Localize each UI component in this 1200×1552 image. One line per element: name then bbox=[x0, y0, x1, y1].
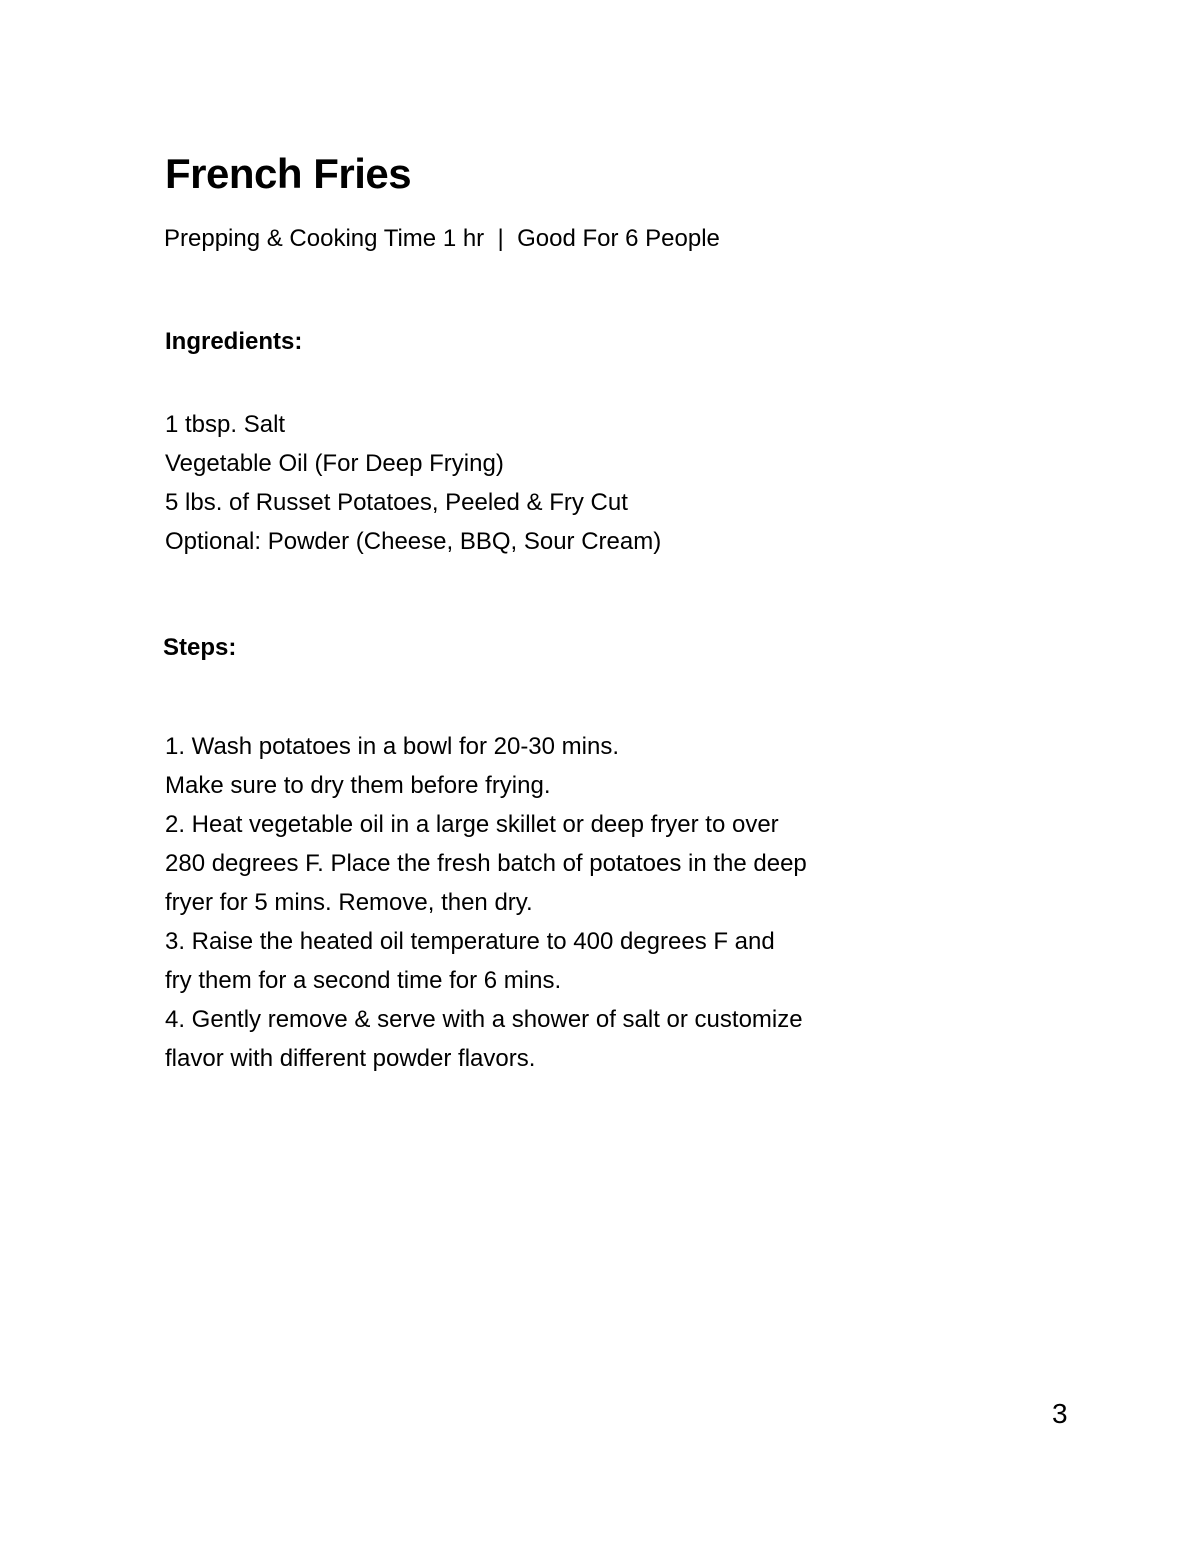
steps-heading: Steps: bbox=[163, 634, 237, 661]
step-line: Make sure to dry them before frying. bbox=[165, 772, 551, 799]
step-line: 4. Gently remove & serve with a shower of salt or customize bbox=[165, 1006, 803, 1033]
step-line: 3. Raise the heated oil temperature to 400 degrees F and bbox=[165, 928, 775, 955]
step-line: fryer for 5 mins. Remove, then dry. bbox=[165, 889, 533, 916]
step-line: fry them for a second time for 6 mins. bbox=[165, 967, 562, 994]
steps-list bbox=[165, 727, 807, 1078]
ingredient-item: Optional: Powder (Cheese, BBQ, Sour Cream) bbox=[165, 528, 662, 555]
ingredients-heading: Ingredients: bbox=[165, 328, 303, 355]
ingredient-item: Vegetable Oil (For Deep Frying) bbox=[165, 450, 504, 477]
ingredients-list bbox=[165, 405, 661, 561]
page-number: 3 bbox=[1052, 1398, 1068, 1429]
recipe-title: French Fries bbox=[165, 150, 412, 197]
step-line: 1. Wash potatoes in a bowl for 20-30 mins. bbox=[165, 733, 620, 760]
recipe-meta: Prepping & Cooking Time 1 hr | Good For 6 People bbox=[164, 225, 720, 252]
step-line: 2. Heat vegetable oil in a large skillet or deep fryer to over bbox=[165, 811, 779, 838]
ingredient-item: 1 tbsp. Salt bbox=[165, 411, 286, 438]
step-line: flavor with different powder flavors. bbox=[165, 1045, 536, 1072]
ingredient-item: 5 lbs. of Russet Potatoes, Peeled & Fry Cut bbox=[165, 489, 628, 516]
step-line: 280 degrees F. Place the fresh batch of potatoes in the deep bbox=[165, 850, 807, 877]
